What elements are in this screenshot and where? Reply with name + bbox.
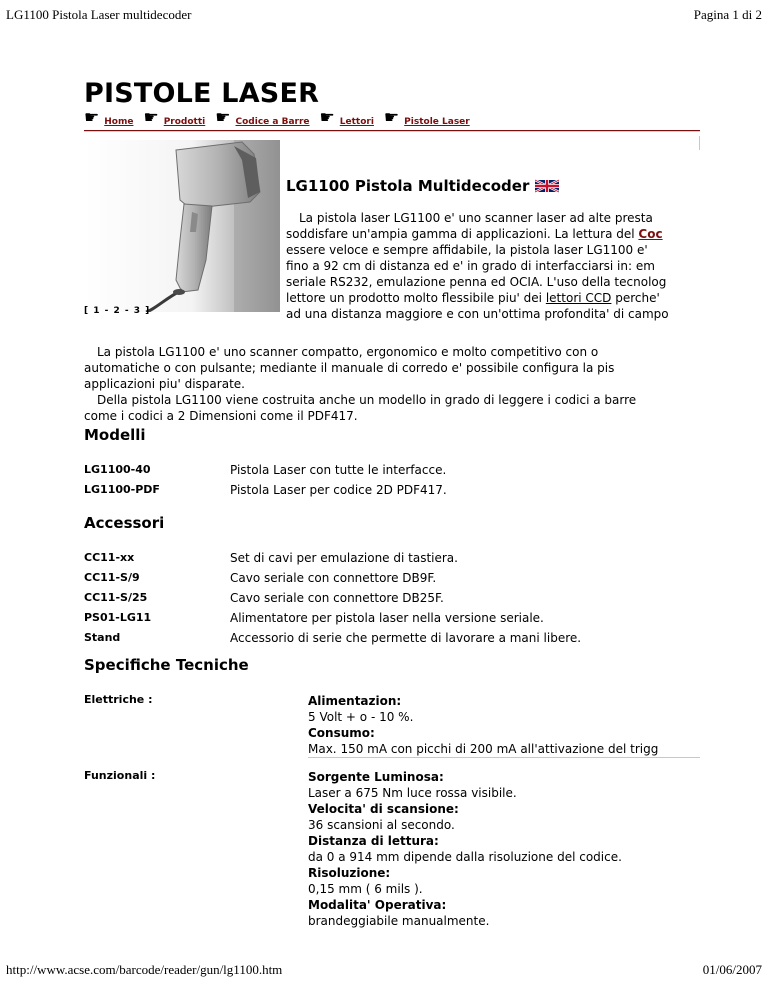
product-title-text: LG1100 Pistola Multidecoder (286, 177, 530, 195)
divider (308, 757, 700, 758)
pointing-hand-icon: ☛ (215, 108, 231, 128)
accessory-desc: Accessorio di serie che permette di lavorare a mani libere. (230, 631, 582, 645)
accessory-desc: Cavo seriale con connettore DB9F. (230, 571, 437, 585)
specs-functional-label: Funzionali : (84, 769, 156, 782)
divider (84, 131, 700, 132)
description-line: come i codici a 2 Dimensioni come il PDF417. (84, 409, 358, 423)
table-row (84, 460, 447, 480)
intro-line: La pistola laser LG1100 e' uno scanner laser ad alte presta (299, 211, 653, 225)
spec-name: Sorgente Luminosa: (308, 770, 444, 784)
pointing-hand-icon: ☛ (319, 108, 335, 128)
specs-electrical-label: Elettriche : (84, 693, 153, 706)
breadcrumb-item-lettori (320, 110, 374, 127)
intro-line-text: soddisfare un'ampia gamma di applicazioni. La lettura del (286, 227, 635, 241)
accessory-code: PS01-LG11 (84, 611, 152, 624)
specs-functional-values (308, 769, 700, 929)
intro-line: fino a 92 cm di distanza ed e' in grado di interfacciarsi in: em (286, 259, 655, 273)
intro-paragraph (286, 210, 700, 322)
intro-line (286, 290, 700, 306)
print-header-page: Pagina 1 di 2 (693, 7, 762, 22)
intro-line: ad una distanza maggiore e con un'ottima profondita' di campo (286, 307, 669, 321)
spec-name: Velocita' di scansione: (308, 802, 459, 816)
specs-heading: Specifiche Tecniche (84, 656, 249, 674)
table-row (84, 548, 581, 568)
models-heading: Modelli (84, 426, 146, 444)
spec-value: 36 scansioni al secondo. (308, 818, 455, 832)
intro-line: essere veloce e sempre affidabile, la pistola laser LG1100 e' (286, 243, 648, 257)
description-paragraph (84, 344, 700, 424)
print-footer-url: http://www.acse.com/barcode/reader/gun/lg1100.htm (6, 962, 283, 977)
description-line: applicazioni piu' disparate. (84, 377, 245, 391)
breadcrumb-link-lettori[interactable]: Lettori (339, 117, 374, 127)
accessories-table (84, 548, 581, 648)
codice-link[interactable]: Coc (638, 227, 663, 241)
table-row (84, 608, 581, 628)
photo-caption[interactable]: [ 1 - 2 - 3 ] (84, 306, 151, 316)
spec-value: brandeggiabile manualmente. (308, 914, 490, 928)
intro-line (286, 226, 700, 242)
breadcrumb-link-codice-a-barre[interactable]: Codice a Barre (235, 117, 310, 127)
spec-value: Laser a 675 Nm luce rossa visibile. (308, 786, 517, 800)
accessory-desc: Cavo seriale con connettore DB25F. (230, 591, 444, 605)
pointing-hand-icon: ☛ (383, 108, 400, 128)
spec-name: Modalita' Operativa: (308, 898, 447, 912)
pointing-hand-icon: ☛ (84, 108, 100, 128)
accessory-code: Stand (84, 631, 121, 644)
breadcrumb-item-prodotti (143, 110, 205, 127)
models-table (84, 460, 447, 500)
product-title (286, 177, 559, 195)
breadcrumb (84, 110, 700, 131)
spec-value: Max. 150 mA con picchi di 200 mA all'attivazione del trigg (308, 742, 659, 756)
spec-value: 0,15 mm ( 6 mils ). (308, 882, 423, 896)
accessory-code: CC11-S/9 (84, 571, 140, 584)
table-row (84, 588, 581, 608)
accessory-desc: Set di cavi per emulazione di tastiera. (230, 551, 458, 565)
intro-line-text: perche' (611, 291, 660, 305)
spec-name: Alimentazion: (308, 694, 402, 708)
accessories-heading: Accessori (84, 514, 165, 532)
product-photo[interactable] (84, 140, 280, 312)
breadcrumb-item-codice-a-barre (215, 110, 309, 127)
breadcrumb-link-pistole-laser[interactable]: Pistole Laser (404, 117, 470, 127)
spec-name: Distanza di lettura: (308, 834, 439, 848)
breadcrumb-item-pistole-laser (384, 110, 470, 127)
accessory-code: CC11-S/25 (84, 591, 148, 604)
model-desc: Pistola Laser con tutte le interfacce. (230, 463, 447, 477)
breadcrumb-item-home (84, 110, 133, 127)
model-code: LG1100-40 (84, 463, 151, 476)
page-title: PISTOLE LASER (84, 78, 320, 109)
table-row (84, 628, 581, 648)
accessory-code: CC11-xx (84, 551, 135, 564)
intro-line-text: lettore un prodotto molto flessibile piu' dei (286, 291, 543, 305)
breadcrumb-link-prodotti[interactable]: Prodotti (163, 117, 206, 127)
specs-electrical-values (308, 693, 700, 757)
pointing-hand-icon: ☛ (143, 108, 159, 128)
print-header-title: LG1100 Pistola Laser multidecoder (6, 7, 192, 22)
spec-name: Risoluzione: (308, 866, 391, 880)
accessory-desc: Alimentatore per pistola laser nella versione seriale. (230, 611, 544, 625)
model-desc: Pistola Laser per codice 2D PDF417. (230, 483, 447, 497)
print-footer-date: 01/06/2007 (702, 962, 762, 977)
description-line: automatiche o con pulsante; mediante il manuale di corredo e' possibile configura la pis (84, 361, 615, 375)
description-line: La pistola LG1100 e' uno scanner compatto, ergonomico e molto competitivo con o (97, 345, 599, 359)
breadcrumb-link-home[interactable]: Home (104, 117, 134, 127)
spec-value: 5 Volt + o - 10 %. (308, 710, 414, 724)
uk-flag-icon[interactable] (535, 179, 559, 193)
table-row (84, 568, 581, 588)
spec-value: da 0 a 914 mm dipende dalla risoluzione del codice. (308, 850, 622, 864)
model-code: LG1100-PDF (84, 483, 160, 496)
spec-name: Consumo: (308, 726, 375, 740)
table-row (84, 480, 447, 500)
description-line: Della pistola LG1100 viene costruita anche un modello in grado di leggere i codici a barre (97, 393, 637, 407)
lettori-ccd-link[interactable]: lettori CCD (545, 291, 612, 305)
divider (699, 136, 700, 150)
intro-line: seriale RS232, emulazione penna ed OCIA. L'uso della tecnolog (286, 275, 667, 289)
